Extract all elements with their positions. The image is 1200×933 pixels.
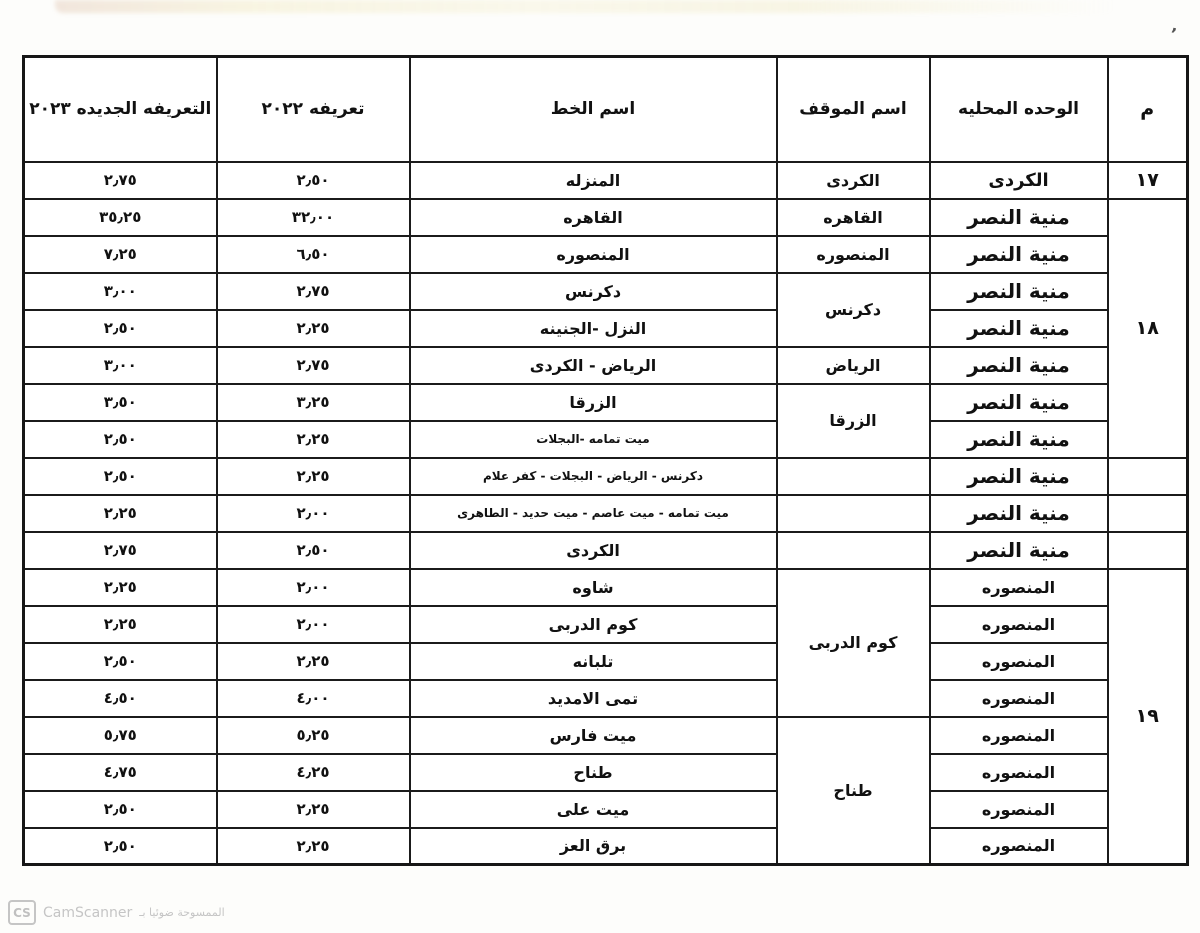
cell-local-unit: المنصوره bbox=[930, 680, 1108, 717]
table-row bbox=[24, 680, 1188, 717]
cell-line: ميت تمامه -البجلات bbox=[410, 421, 777, 458]
camscanner-brand: CamScanner bbox=[43, 904, 133, 921]
cell-tariff-2022: ٢٫٢٥ bbox=[217, 421, 410, 458]
cell-stop-empty bbox=[777, 532, 930, 569]
cell-stop: دكرنس bbox=[777, 273, 930, 347]
cell-local-unit: المنصوره bbox=[930, 754, 1108, 791]
table-row bbox=[24, 828, 1188, 865]
cell-line: المنصوره bbox=[410, 236, 777, 273]
table-row bbox=[24, 384, 1188, 421]
cell-tariff-2023: ٢٫٥٠ bbox=[24, 421, 217, 458]
cell-tariff-2022: ٢٫٢٥ bbox=[217, 310, 410, 347]
cell-tariff-2023: ٣٫٥٠ bbox=[24, 384, 217, 421]
table-row bbox=[24, 643, 1188, 680]
cell-tariff-2022: ٥٫٢٥ bbox=[217, 717, 410, 754]
cell-tariff-2023: ٢٫٥٠ bbox=[24, 310, 217, 347]
cell-line: برق العز bbox=[410, 828, 777, 865]
cell-tariff-2022: ٦٫٥٠ bbox=[217, 236, 410, 273]
cell-tariff-2023: ٣٫٠٠ bbox=[24, 273, 217, 310]
cell-line: كوم الدربى bbox=[410, 606, 777, 643]
cell-tariff-2023: ٣٥٫٢٥ bbox=[24, 199, 217, 236]
cell-local-unit: منية النصر bbox=[930, 310, 1108, 347]
cell-local-unit: المنصوره bbox=[930, 828, 1108, 865]
cell-tariff-2023: ٢٫٧٥ bbox=[24, 162, 217, 199]
header-stop-name: اسم الموقف bbox=[777, 57, 930, 162]
cell-stop: الكردى bbox=[777, 162, 930, 199]
table-row bbox=[24, 532, 1188, 569]
cell-local-unit: منية النصر bbox=[930, 384, 1108, 421]
cell-line: تلبانه bbox=[410, 643, 777, 680]
cell-line: النزل -الجنينه bbox=[410, 310, 777, 347]
cell-local-unit: منية النصر bbox=[930, 458, 1108, 495]
cell-local-unit: منية النصر bbox=[930, 199, 1108, 236]
table-row bbox=[24, 273, 1188, 310]
table-row bbox=[24, 569, 1188, 606]
cell-local-unit: منية النصر bbox=[930, 421, 1108, 458]
scan-edge-artifact bbox=[55, 0, 1115, 13]
header-line-name: اسم الخط bbox=[410, 57, 777, 162]
cell-tariff-2023: ٣٫٠٠ bbox=[24, 347, 217, 384]
cell-tariff-2023: ٢٫٥٠ bbox=[24, 458, 217, 495]
cell-tariff-2022: ٢٫٠٠ bbox=[217, 606, 410, 643]
cell-tariff-2023: ٢٫٥٠ bbox=[24, 791, 217, 828]
header-tariff-2023: التعريفه الجديده ٢٠٢٣ bbox=[24, 57, 217, 162]
cell-tariff-2022: ٤٫٠٠ bbox=[217, 680, 410, 717]
cell-tariff-2022: ٢٫٥٠ bbox=[217, 532, 410, 569]
cell-number-empty bbox=[1108, 532, 1188, 569]
table-header-row bbox=[24, 57, 1188, 162]
cell-tariff-2023: ٤٫٥٠ bbox=[24, 680, 217, 717]
cell-tariff-2022: ٢٫٠٠ bbox=[217, 495, 410, 532]
cell-line: ميت على bbox=[410, 791, 777, 828]
tariff-table bbox=[22, 55, 1189, 866]
cell-stop: كوم الدربى bbox=[777, 569, 930, 717]
cell-line: ميت تمامه - ميت عاصم - ميت حديد - الطاهرى bbox=[410, 495, 777, 532]
cell-line: تمى الامديد bbox=[410, 680, 777, 717]
camscanner-watermark bbox=[8, 900, 225, 925]
cell-tariff-2023: ٢٫٢٥ bbox=[24, 569, 217, 606]
cell-tariff-2022: ٢٫٥٠ bbox=[217, 162, 410, 199]
cell-line: الرياض - الكردى bbox=[410, 347, 777, 384]
header-tariff-2022: تعريفه ٢٠٢٢ bbox=[217, 57, 410, 162]
cell-stop: المنصوره bbox=[777, 236, 930, 273]
cell-tariff-2023: ٤٫٧٥ bbox=[24, 754, 217, 791]
cell-stop: الزرقا bbox=[777, 384, 930, 458]
cell-line: شاوه bbox=[410, 569, 777, 606]
cell-line: دكرنس - الرياض - البجلات - كفر علام bbox=[410, 458, 777, 495]
cell-tariff-2022: ٣٫٢٥ bbox=[217, 384, 410, 421]
cell-tariff-2023: ٢٫٢٥ bbox=[24, 606, 217, 643]
cell-stop: الرياض bbox=[777, 347, 930, 384]
cell-local-unit: منية النصر bbox=[930, 495, 1108, 532]
cell-tariff-2023: ٧٫٢٥ bbox=[24, 236, 217, 273]
table-row bbox=[24, 347, 1188, 384]
cell-number: ١٩ bbox=[1108, 569, 1188, 865]
table-row bbox=[24, 754, 1188, 791]
cell-local-unit: المنصوره bbox=[930, 717, 1108, 754]
cell-tariff-2023: ٢٫٥٠ bbox=[24, 828, 217, 865]
cell-line: الكردى bbox=[410, 532, 777, 569]
table-row bbox=[24, 458, 1188, 495]
cell-local-unit: المنصوره bbox=[930, 569, 1108, 606]
cell-tariff-2022: ٢٫٢٥ bbox=[217, 643, 410, 680]
cell-stop-empty bbox=[777, 495, 930, 532]
scanned-with-label: الممسوحة ضوئيا بـ bbox=[139, 906, 225, 919]
cell-line: طناح bbox=[410, 754, 777, 791]
cell-line: دكرنس bbox=[410, 273, 777, 310]
cell-tariff-2022: ٢٫٧٥ bbox=[217, 347, 410, 384]
cell-local-unit: منية النصر bbox=[930, 236, 1108, 273]
table-row bbox=[24, 421, 1188, 458]
cell-tariff-2023: ٢٫٥٠ bbox=[24, 643, 217, 680]
cell-tariff-2023: ٢٫٢٥ bbox=[24, 495, 217, 532]
cell-line: ميت فارس bbox=[410, 717, 777, 754]
cell-tariff-2022: ٢٫٢٥ bbox=[217, 828, 410, 865]
table-row bbox=[24, 717, 1188, 754]
cell-local-unit: منية النصر bbox=[930, 273, 1108, 310]
cell-local-unit: المنصوره bbox=[930, 606, 1108, 643]
cell-tariff-2022: ٢٫٢٥ bbox=[217, 791, 410, 828]
cell-tariff-2022: ٣٢٫٠٠ bbox=[217, 199, 410, 236]
cell-stop: طناح bbox=[777, 717, 930, 865]
cell-local-unit: منية النصر bbox=[930, 532, 1108, 569]
table-row bbox=[24, 236, 1188, 273]
cell-local-unit: منية النصر bbox=[930, 347, 1108, 384]
table-row bbox=[24, 495, 1188, 532]
cell-local-unit: المنصوره bbox=[930, 791, 1108, 828]
table-row bbox=[24, 791, 1188, 828]
header-local-unit: الوحده المحليه bbox=[930, 57, 1108, 162]
cell-line: الزرقا bbox=[410, 384, 777, 421]
table-row bbox=[24, 199, 1188, 236]
table-row bbox=[24, 606, 1188, 643]
header-number: م bbox=[1108, 57, 1188, 162]
cell-number-empty bbox=[1108, 495, 1188, 532]
cell-tariff-2022: ٢٫٢٥ bbox=[217, 458, 410, 495]
cell-line: القاهره bbox=[410, 199, 777, 236]
cell-tariff-2023: ٥٫٧٥ bbox=[24, 717, 217, 754]
cell-stop: القاهره bbox=[777, 199, 930, 236]
cell-number: ١٨ bbox=[1108, 199, 1188, 458]
cell-tariff-2022: ٢٫٠٠ bbox=[217, 569, 410, 606]
table-row bbox=[24, 162, 1188, 199]
scan-speck: ‚ bbox=[1170, 15, 1180, 36]
cell-tariff-2022: ٢٫٧٥ bbox=[217, 273, 410, 310]
cell-local-unit: المنصوره bbox=[930, 643, 1108, 680]
cell-line: المنزله bbox=[410, 162, 777, 199]
camscanner-logo-icon: CS bbox=[8, 900, 36, 925]
table-row bbox=[24, 310, 1188, 347]
cell-tariff-2022: ٤٫٢٥ bbox=[217, 754, 410, 791]
cell-number: ١٧ bbox=[1108, 162, 1188, 199]
cell-tariff-2023: ٢٫٧٥ bbox=[24, 532, 217, 569]
cell-stop-empty bbox=[777, 458, 930, 495]
cell-local-unit: الكردى bbox=[930, 162, 1108, 199]
cell-number-empty bbox=[1108, 458, 1188, 495]
